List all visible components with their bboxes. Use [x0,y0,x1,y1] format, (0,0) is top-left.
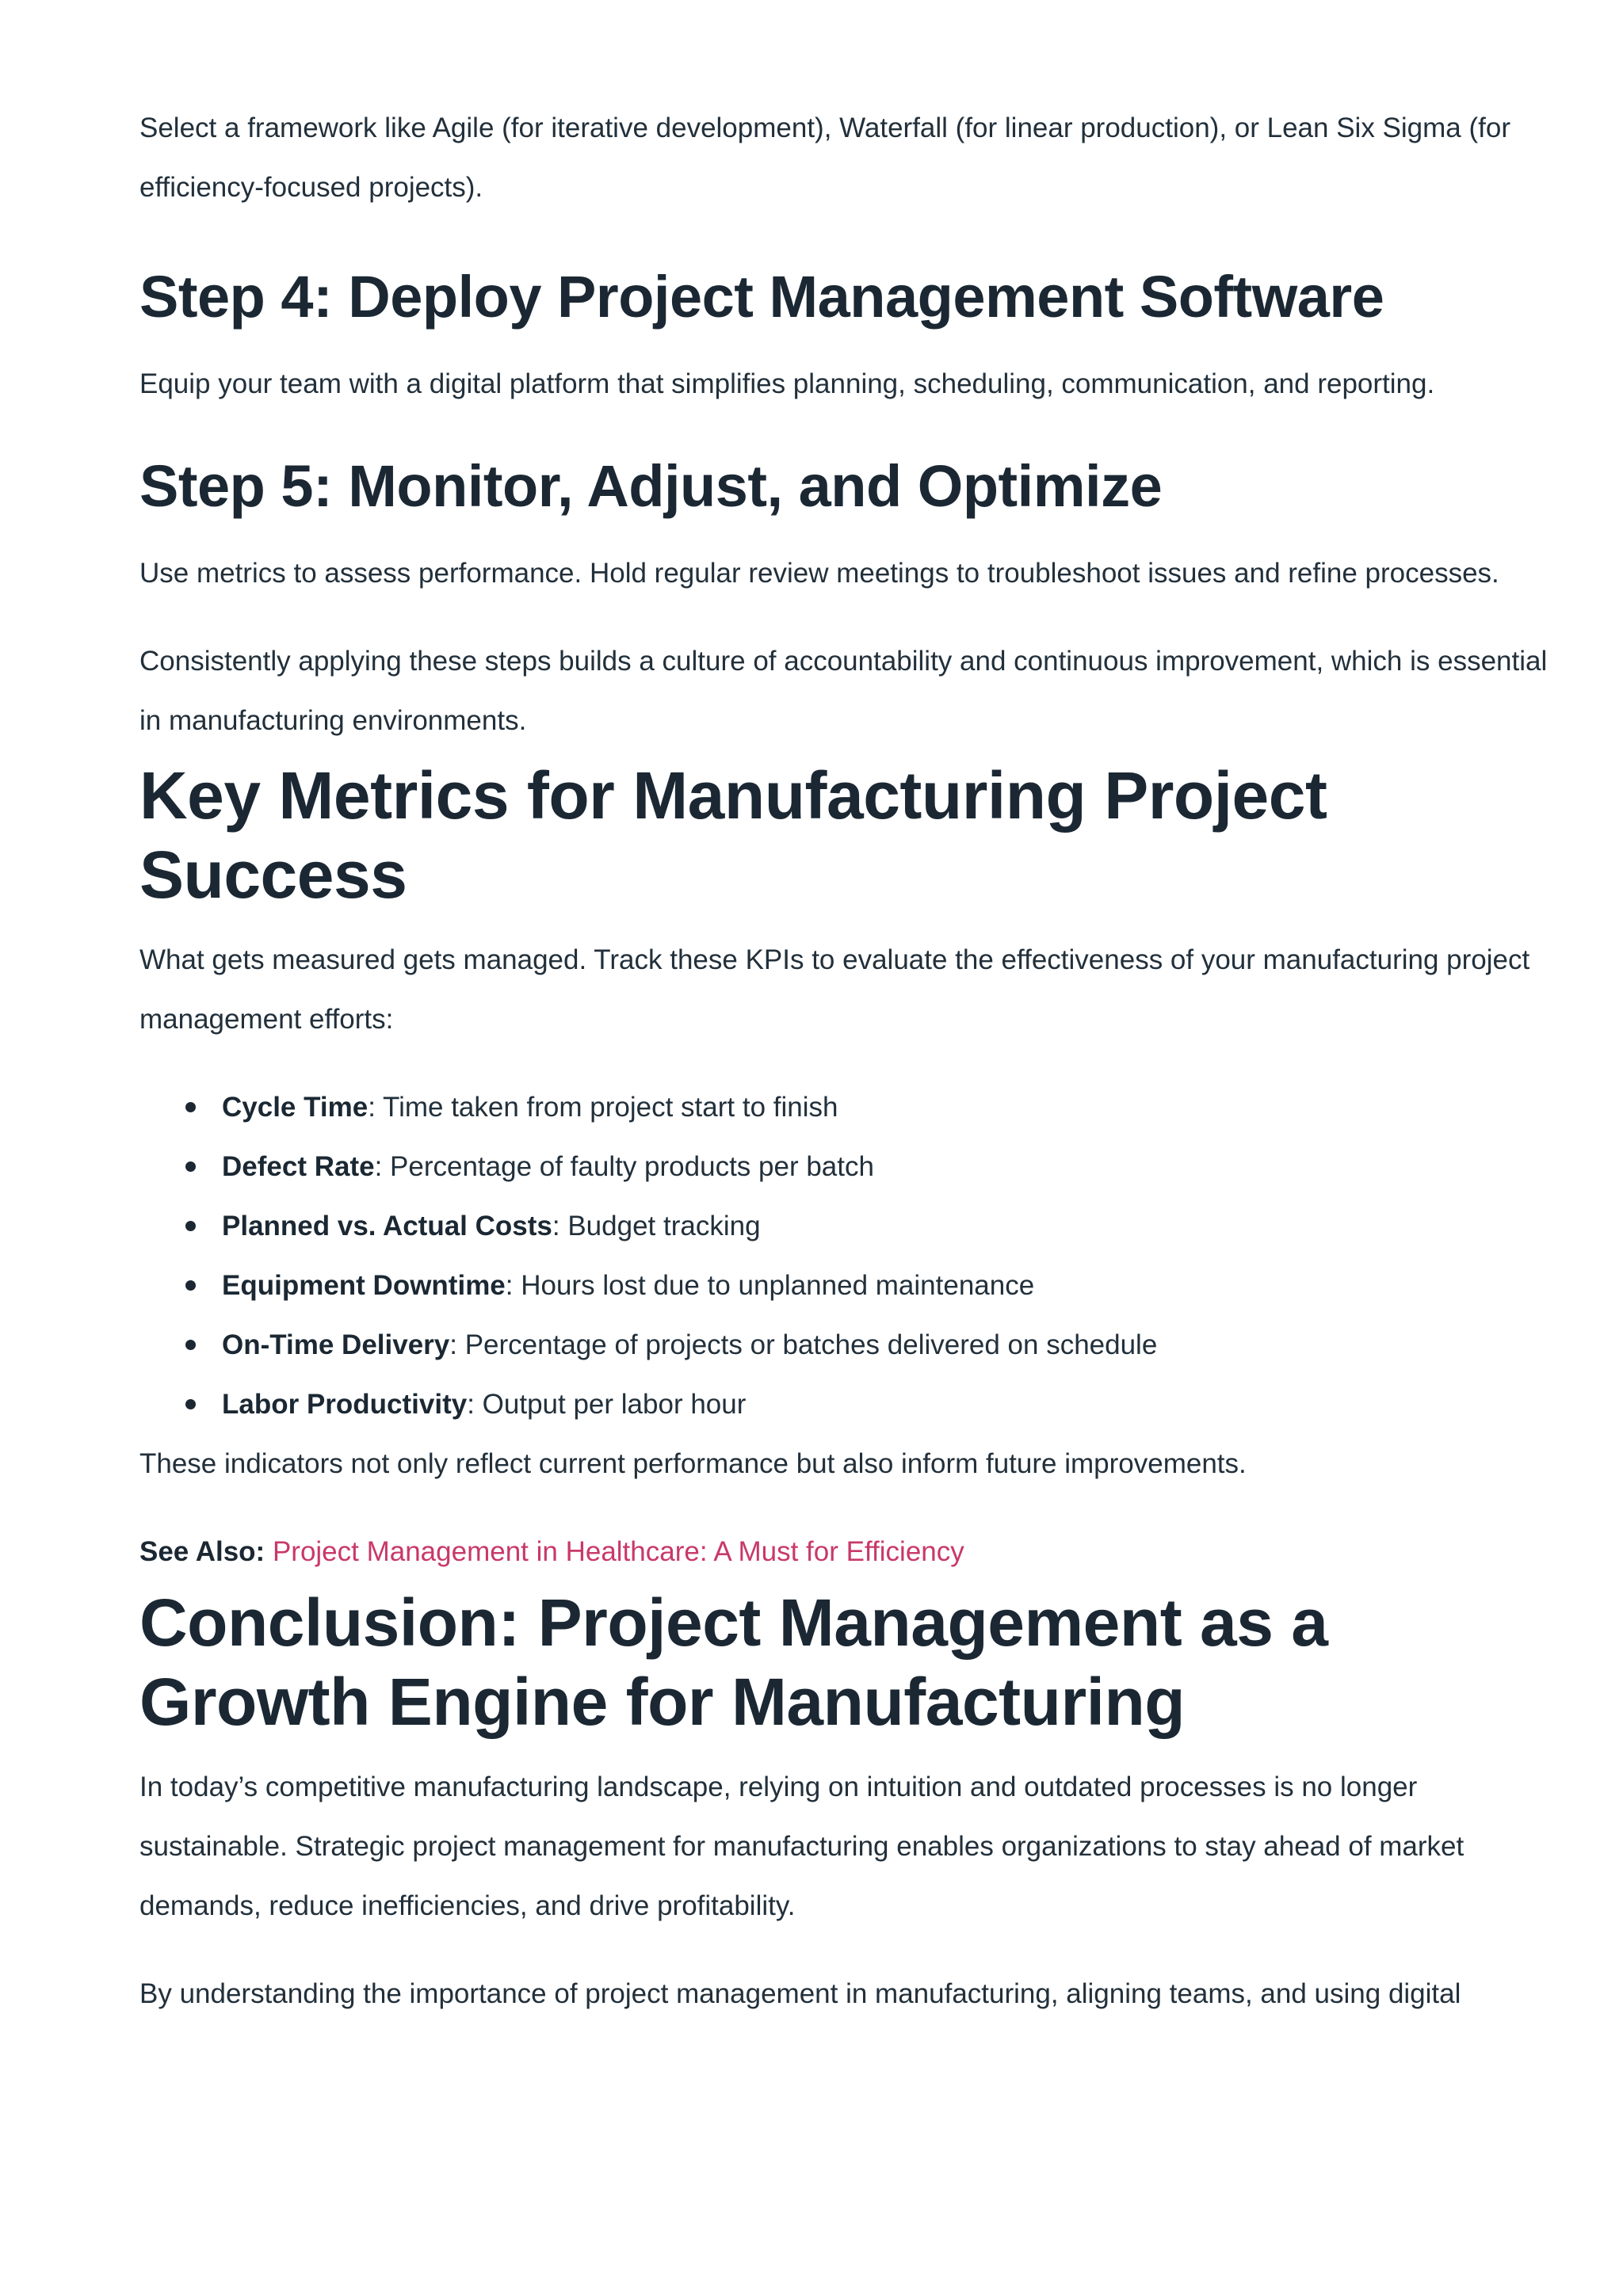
indicators-paragraph: These indicators not only reflect current performance but also inform future improvements. [139,1448,1247,1479]
kpi-description: : Budget tracking [552,1211,761,1241]
kpi-term: Planned vs. Actual Costs [222,1211,552,1241]
list-item [139,1375,1550,1434]
bullet-icon [185,1102,196,1112]
kpi-term: Labor Productivity [222,1389,468,1420]
step5-heading: Step 5: Monitor, Adjust, and Optimize [139,453,1163,519]
kpi-description: : Output per labor hour [467,1389,747,1420]
kpi-term: Cycle Time [222,1092,369,1123]
bullet-icon [185,1340,196,1350]
list-item [139,1315,1550,1375]
see-also-line [139,1522,1550,1581]
list-item [139,1256,1550,1315]
consistency-paragraph: Consistently applying these steps builds a culture of accountability and continuous improvement, which is essential in manufacturing environments. [139,646,1548,736]
conclusion-paragraph-2: By understanding the importance of project management in manufacturing, aligning teams, and using digital [139,1978,1461,2009]
kpi-description: : Percentage of projects or batches delivered on schedule [449,1329,1158,1360]
bullet-icon [185,1280,196,1291]
step4-paragraph: Equip your team with a digital platform that simplifies planning, scheduling, communication, and reporting. [139,368,1435,399]
key-metrics-heading: Key Metrics for Manufacturing Project Success [139,758,1327,912]
list-item [139,1196,1550,1256]
step4-heading: Step 4: Deploy Project Management Software [139,264,1384,330]
kpi-description: : Percentage of faulty products per batch [374,1151,874,1182]
list-item [139,1077,1550,1137]
see-also-label: See Also: [139,1536,273,1567]
framework-paragraph: Select a framework like Agile (for iterative development), Waterfall (for linear production), or Lean Six Sigma (for efficiency-focused projects). [139,113,1510,203]
see-also-link[interactable]: Project Management in Healthcare: A Must for Efficiency [272,1536,964,1567]
kpi-intro-paragraph: What gets measured gets managed. Track these KPIs to evaluate the effectiveness of your manufacturing project management efforts: [139,944,1530,1035]
kpi-description: : Time taken from project start to finish [368,1092,838,1123]
kpi-term: On-Time Delivery [222,1329,450,1360]
article-body [139,0,1550,2023]
kpi-term: Defect Rate [222,1151,375,1182]
conclusion-paragraph-1: In today’s competitive manufacturing landscape, relying on intuition and outdated processes is no longer sustainable. Strategic project management for manufacturing enables organizations to stay ahead of market demands, reduce inefficiencies, and drive profitability. [139,1772,1465,1921]
kpi-term: Equipment Downtime [222,1270,506,1301]
step5-paragraph: Use metrics to assess performance. Hold regular review meetings to troubleshoot issues and refine processes. [139,558,1499,589]
kpi-list [139,1077,1550,1434]
conclusion-heading: Conclusion: Project Management as a Growth Engine for Manufacturing [139,1585,1328,1739]
bullet-icon [185,1221,196,1231]
kpi-description: : Hours lost due to unplanned maintenance [505,1270,1035,1301]
bullet-icon [185,1399,196,1409]
list-item [139,1137,1550,1196]
bullet-icon [185,1161,196,1172]
